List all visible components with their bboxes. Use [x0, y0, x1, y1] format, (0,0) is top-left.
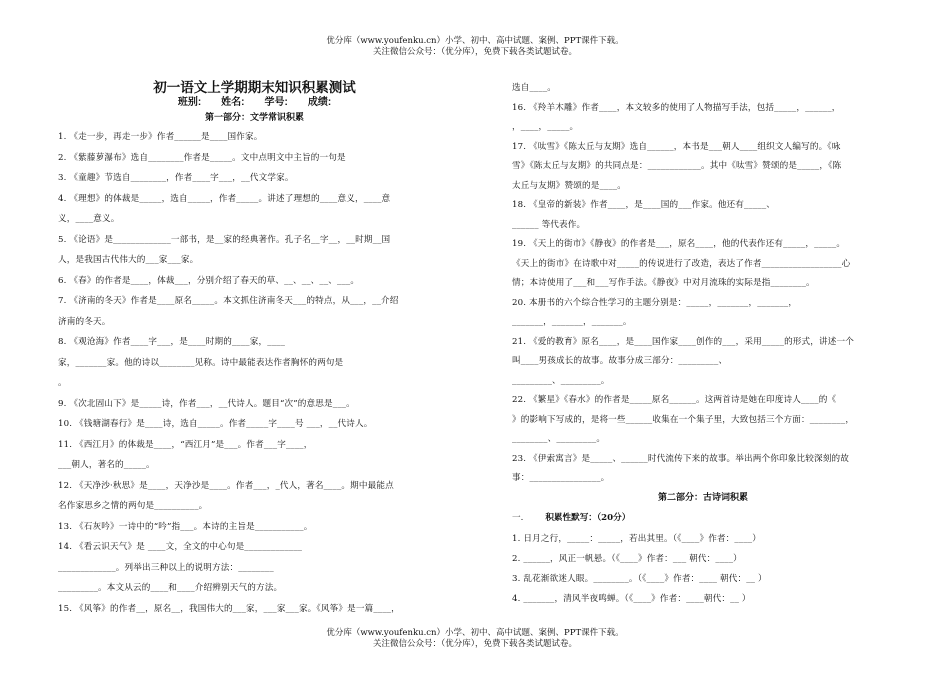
- exam-title: 初一语文上学期期末知识积累测试: [153, 80, 356, 95]
- poem-line: 3. 乱花渐欲迷人眼。________。（《____》作者：____ 朝代：__ ）: [512, 573, 767, 584]
- question-line: _____________。列举出三种以上的说明方法：________: [58, 562, 274, 573]
- question-line: 8. 《观沧海》作者____字___，是____时期的____家，____: [58, 337, 286, 347]
- right-column: [512, 79, 894, 609]
- question-line: 9. 《次北固山下》是_____诗，作者___，__代诗人。题目“次”的意思是___。: [58, 398, 355, 409]
- question-line: 义，____意义。: [58, 214, 120, 224]
- poem-line: 1. 日月之行，_____：_____，若出其里。（《____》作者：____）: [512, 533, 761, 544]
- question-line: _________。本文从云的____和____介绍辨别天气的方法。: [58, 583, 283, 593]
- question-line: 人，是我国古代伟大的___家___家。: [58, 255, 199, 265]
- question-line: 23. 《伊索寓言》是_____、______时代流传下来的故事。举出两个你印象比较深刻的故: [512, 453, 849, 464]
- question-line: 17. 《呔雪》《陈太丘与友期》选自______，本书是___朝人____组织文人编写的。《咏: [512, 141, 841, 152]
- question-line: 名作家思乡之情的两句是__________。: [58, 501, 208, 511]
- question-line: 家，_______家。他的诗以________见称。诗中最能表达作者胸怀的两句是: [58, 357, 344, 368]
- question-list-right: [512, 79, 894, 489]
- question-line: 4. 《理想》的体裁是_____，选自_____，作者_____。讲述了理想的____意义，____意: [58, 193, 391, 204]
- part2-title: 第二部分：古诗词积累: [657, 492, 748, 503]
- question-line: 3. 《童趣》节选自________，作者____字___，__代文学家。: [58, 173, 294, 183]
- question-line: ___朝人，著名的_____。: [58, 460, 155, 470]
- question-line: ________、_________。: [512, 434, 606, 444]
- question-line: 22. 《繁星》《春水》的作者是_____原名______。这两首诗是她在印度诗人____的《: [512, 395, 837, 405]
- page-header: [0, 36, 950, 58]
- student-info-line: 班别: 姓名: 学号: 成绩:: [177, 97, 332, 108]
- page-footer: [0, 628, 950, 650]
- question-line: 21. 《爱的教育》原名____，是____国作家____创作的___，采用_____的形式，讲述一个: [512, 336, 855, 347]
- poem-list: [512, 529, 894, 609]
- question-line: 10. 《钱塘湖春行》是____诗，选自_____。作者_____字____号 ___，__代诗人。: [58, 419, 373, 429]
- question-line: 2. 《紫藤萝瀑布》选自________作者是_____。文中点明文中主旨的一句是: [58, 152, 346, 163]
- header-line-1: 优分库（www.youfenku.cn）小学、初中、高中试题、案例、PPT课件下载。: [326, 36, 624, 46]
- poem-line: 2. ______，风正一帆悬。（《____》作者：___ 朝代：____）: [512, 553, 742, 564]
- section-number: 一.: [512, 512, 524, 523]
- part1-title: 第一部分：文学常识积累: [204, 113, 304, 123]
- question-line: ，____，_____。: [512, 122, 579, 132]
- footer-line-2: 关注微信公众号：（优分库），免费下载各类试题试卷。: [372, 639, 577, 649]
- question-line: 叫____男孩成长的故事。故事分成三部分：_________、: [512, 356, 728, 366]
- question-line: 。: [58, 378, 67, 388]
- question-line: 5. 《论语》是_____________一部书，是__家的经典著作。孔子名__字__，__时期__国: [58, 234, 391, 245]
- question-line: 19. 《天上的街市》《静夜》的作者是___，原名____，他的代表作还有_____，_____。: [512, 239, 846, 249]
- question-line: 13. 《石灰吟》一诗中的“吟”指___。本诗的主旨是___________。: [58, 521, 313, 532]
- left-column: [58, 79, 451, 619]
- question-line: 20. 本册书的六个综合性学习的主题分别是：_____，_______，_______，: [512, 297, 798, 308]
- question-line: 《天上的街市》在诗歌中对_____的传说进行了改造，表达了作者__________________心: [512, 258, 851, 269]
- question-list-left: [58, 127, 451, 619]
- question-line: 济南的冬天。: [58, 316, 111, 327]
- question-line: 7. 《济南的冬天》作者是____原名_____。本文抓住济南冬天___的特点，从___，__介绍: [58, 296, 399, 306]
- section-name: 积累性默写：（20分）: [545, 512, 631, 523]
- question-line: 太丘与友期》赞颂的是____。: [512, 180, 626, 191]
- question-line: _________、_________。: [512, 375, 610, 386]
- question-line: 15. 《风筝》的作者__，原名__，我国伟大的___家，___家___家。《风筝》是一篇____，: [58, 603, 400, 614]
- poem-line: 4. _______，清风半夜鸣蝉。（《____》作者：____朝代：__ ）: [512, 593, 751, 604]
- question-line: 事：________________。: [512, 473, 610, 483]
- header-line-2: 关注微信公众号：（优分库），免费下载各类试题试卷。: [372, 47, 577, 57]
- question-line: 》的影响下写成的，是将一些______收集在一个集子里，大致包括三个方面：________，: [512, 414, 855, 425]
- question-line: 18. 《皇帝的新装》作者____，是____国的___作家。他还有_____、: [512, 200, 776, 210]
- question-line: 14. 《看云识天气》是 ____文，全文的中心句是_____________: [58, 542, 303, 552]
- question-line: 16. 《羚羊木雕》作者____，本文较多的使用了人物描写手法，包括_____，______，: [512, 102, 841, 113]
- question-line: _______，_______，_______。: [512, 317, 632, 327]
- footer-line-1: 优分库（www.youfenku.cn）小学、初中、高中试题、案例、PPT课件下载。: [326, 628, 624, 638]
- question-line: ______ 等代表作。: [512, 219, 586, 230]
- question-line: 1. 《走一步，再走一步》作者______是____国作家。: [58, 132, 263, 142]
- question-line: 雪》《陈太丘与友期》的共同点是：____________。其中《呔雪》赞颂的是_____，《陈: [512, 161, 842, 171]
- question-line: 12. 《天净沙·秋思》是____，天净沙是____。作者___，_代人，著名____。期中最能点: [58, 480, 394, 491]
- question-line: 11. 《西江月》的体裁是____，“西江月”是___。作者___字____，: [58, 439, 313, 450]
- question-line: 情；本诗使用了___和___写作手法。《静夜》中对月流珠的实际是指________。: [512, 278, 815, 288]
- question-line: 选自____。: [512, 83, 557, 93]
- part2-section-heading: [512, 507, 894, 529]
- question-line: 6. 《春》的作者是____，体裁___，分别介绍了春天的草、__、__、__、___。: [58, 275, 360, 286]
